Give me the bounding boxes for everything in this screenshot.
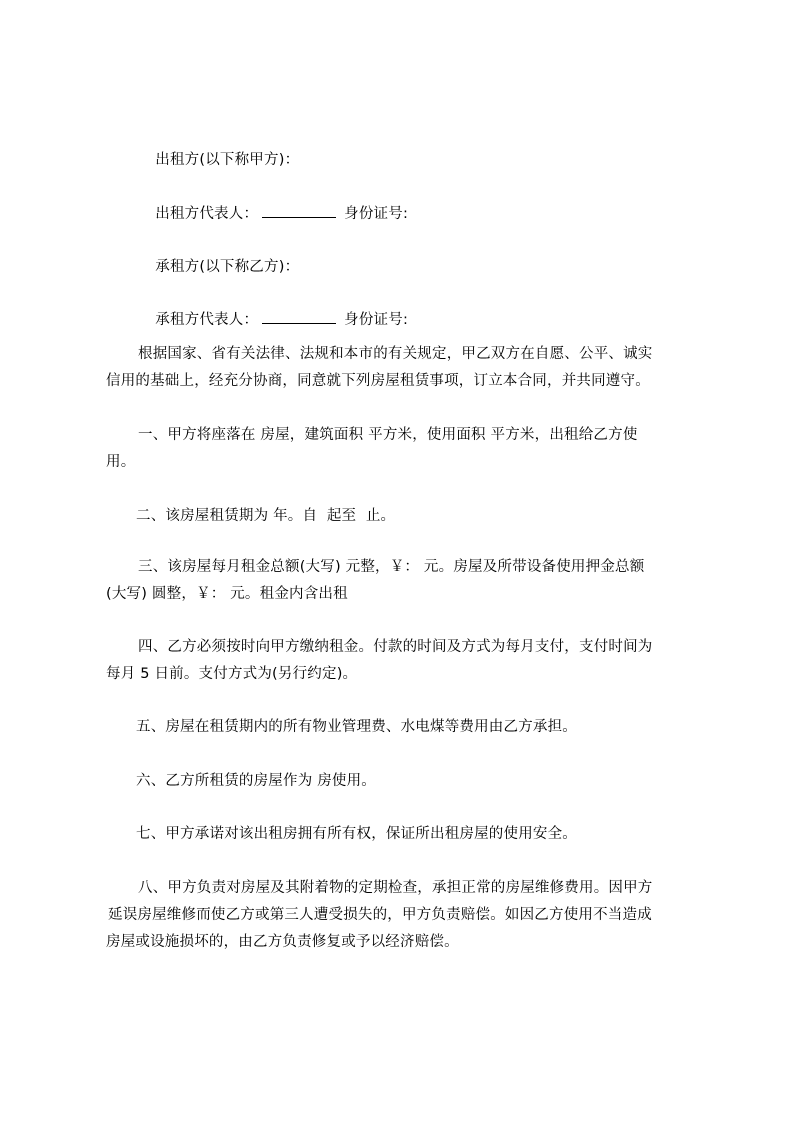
clause-3-line-1: 三、该房屋每月租金总额(大写) 元整，￥： 元。房屋及所带设备使用押金总额 [138, 559, 645, 575]
lessee-line [136, 239, 736, 296]
lessor-id-label: 身份证号: [344, 206, 409, 222]
preamble-line-1: 根据国家、省有关法律、法规和本市的有关规定，甲乙双方在自愿、公平、诚实 [138, 346, 653, 362]
clause-2-line-1: 二、该房屋租赁期为 年。自 起至 止。 [136, 508, 396, 524]
clause-4-line-2: 每月 5 日前。支付方式为(另行约定)。 [106, 666, 358, 682]
clause-6-line-1: 六、乙方所租赁的房屋作为 房使用。 [136, 773, 377, 789]
clause-1-line-2: 用。 [106, 454, 136, 470]
lessee-label: 承租方(以下称乙方)： [155, 259, 300, 275]
clause-5-line-1: 五、房屋在租赁期内的所有物业管理费、水电煤等费用由乙方承担。 [136, 719, 577, 735]
clause-7-line-1: 七、甲方承诺对该出租房拥有所有权，保证所出租房屋的使用安全。 [136, 826, 577, 842]
clause-8-line-3: 房屋或设施损坏的，由乙方负责修复或予以经济赔偿。 [106, 934, 459, 950]
clause-1-line-1: 一、甲方将座落在 房屋，建筑面积 平方米，使用面积 平方米，出租给乙方使 [138, 427, 638, 443]
lessor-label: 出租方(以下称甲方)： [155, 152, 300, 168]
clause-3-line-2: (大写) 圆整，￥： 元。租金内含出租 [106, 586, 348, 602]
lessee-rep-label: 承租方代表人： [155, 312, 259, 328]
lessee-rep-blank[interactable] [262, 311, 336, 324]
clause-4-line-1: 四、乙方必须按时向甲方缴纳租金。付款的时间及方式为每月支付，支付时间为 [138, 639, 653, 655]
lessor-line [136, 132, 736, 189]
lessee-rep-line [136, 292, 736, 349]
lessee-id-label: 身份证号: [344, 312, 409, 328]
lessor-rep-blank[interactable] [262, 205, 336, 218]
clause-8-line-2: 延误房屋维修而使乙方或第三人遭受损失的，甲方负责赔偿。如因乙方使用不当造成 [108, 907, 652, 923]
clause-8-line-1: 八、甲方负责对房屋及其附着物的定期检查，承担正常的房屋维修费用。因甲方 [138, 880, 653, 896]
lessor-rep-label: 出租方代表人： [155, 206, 259, 222]
lessor-rep-line [136, 186, 736, 243]
preamble-line-2: 信用的基础上，经充分协商，同意就下列房屋租赁事项，订立本合同，并共同遵守。 [106, 373, 650, 389]
